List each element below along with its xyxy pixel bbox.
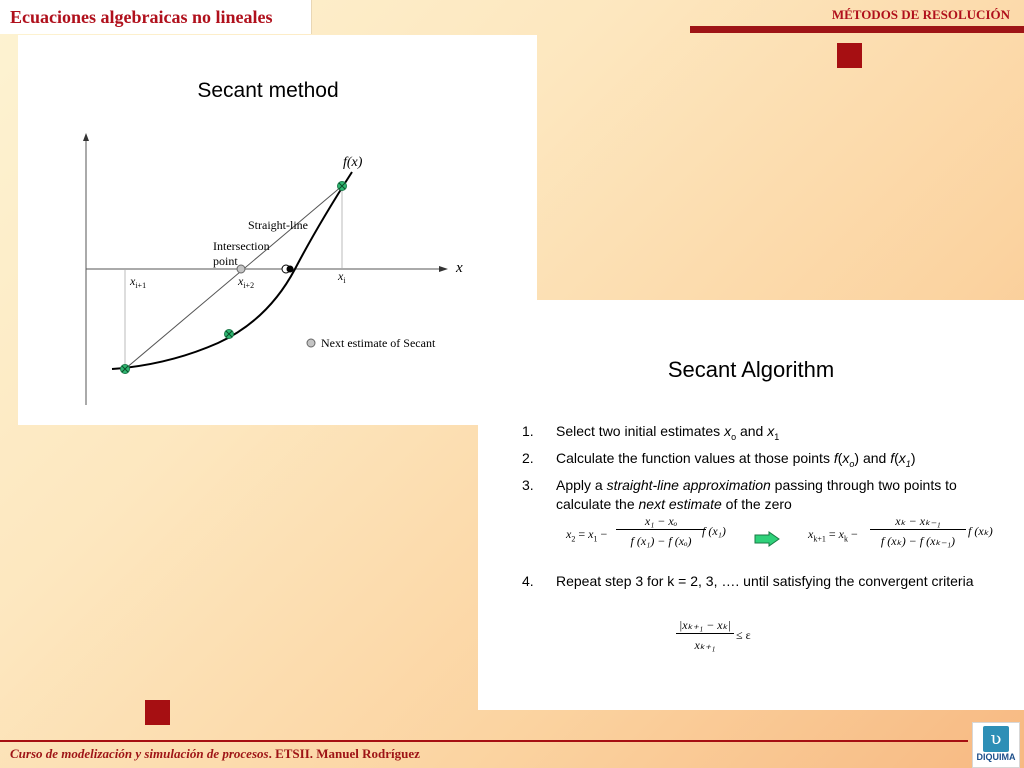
intersection-label-line2: point bbox=[213, 254, 238, 268]
function-curve bbox=[112, 172, 352, 369]
top-rule bbox=[690, 26, 1024, 33]
top-red-square bbox=[837, 43, 862, 68]
step-4: 4. Repeat step 3 for k = 2, 3, …. until satisfying the convergent criteria bbox=[522, 573, 974, 589]
marker-xi1 bbox=[121, 365, 130, 374]
x-axis-label: x bbox=[456, 260, 463, 276]
arrow-icon bbox=[754, 531, 780, 547]
marker-curve-mid bbox=[225, 330, 234, 339]
tick-xi1: $x_{i+1}$ bbox=[130, 274, 147, 290]
step-1: 1. Select two initial estimates $x_o$ and $x_1$ bbox=[522, 423, 780, 442]
formula-x2: $x_2 = x_1$ − x₁ − xₒ f (x₁) − f (xₒ) f (x₁) bbox=[566, 514, 726, 548]
step-3: 3. Apply a straight-line approximation passing through two points to calculate the next estimate of the zero bbox=[522, 476, 957, 512]
algorithm-title: Secant Algorithm bbox=[667, 357, 835, 382]
footer-credit: Curso de modelización y simulación de procesos. ETSII. Manuel Rodríguez bbox=[10, 746, 420, 761]
formula-xk1: $x_{k+1} = x_k$ − xₖ − xₖ₋₁ f (xₖ) − f (xₖ₋₁) f (xₖ) bbox=[808, 514, 993, 548]
diagram-panel bbox=[18, 35, 537, 425]
convergence-criterion: |xₖ₊₁ − xₖ| xₖ₊₁ ≤ ε bbox=[676, 618, 766, 658]
straight-line-label: Straight-line bbox=[248, 218, 308, 232]
tick-xi2: $x_{i+2}$ bbox=[238, 274, 255, 290]
slide-title: Ecuaciones algebraicas no lineales bbox=[10, 7, 273, 27]
algorithm-steps bbox=[522, 422, 992, 516]
root-filled-marker bbox=[287, 266, 294, 273]
slide-title-box bbox=[0, 0, 312, 34]
bottom-red-square bbox=[145, 700, 170, 725]
legend-label: Next estimate of Secant bbox=[321, 336, 436, 350]
section-label: MÉTODOS DE RESOLUCIÓN bbox=[831, 7, 1010, 22]
y-axis-arrow bbox=[83, 133, 89, 141]
intersection-label-line1: Intersection bbox=[213, 239, 270, 253]
legend-marker bbox=[307, 339, 315, 347]
marker-xi bbox=[338, 182, 347, 191]
algorithm-steps-continued bbox=[522, 572, 992, 593]
x-axis-arrow bbox=[439, 266, 448, 272]
logo-text: DIQUIMA bbox=[976, 752, 1016, 762]
tick-xi: $x_i$ bbox=[338, 269, 346, 285]
secant-diagram bbox=[18, 35, 537, 425]
footer-rule bbox=[0, 740, 968, 742]
fx-label: f(x) bbox=[343, 155, 363, 170]
diquima-logo bbox=[972, 722, 1020, 768]
step-2: 2. Calculate the function values at those points $f(x_o)$ and $f(x_1)$ bbox=[522, 449, 916, 469]
diagram-title: Secant method bbox=[197, 79, 339, 102]
intersection-point-marker bbox=[237, 265, 245, 273]
logo-mark-icon: ʋ bbox=[983, 726, 1009, 752]
